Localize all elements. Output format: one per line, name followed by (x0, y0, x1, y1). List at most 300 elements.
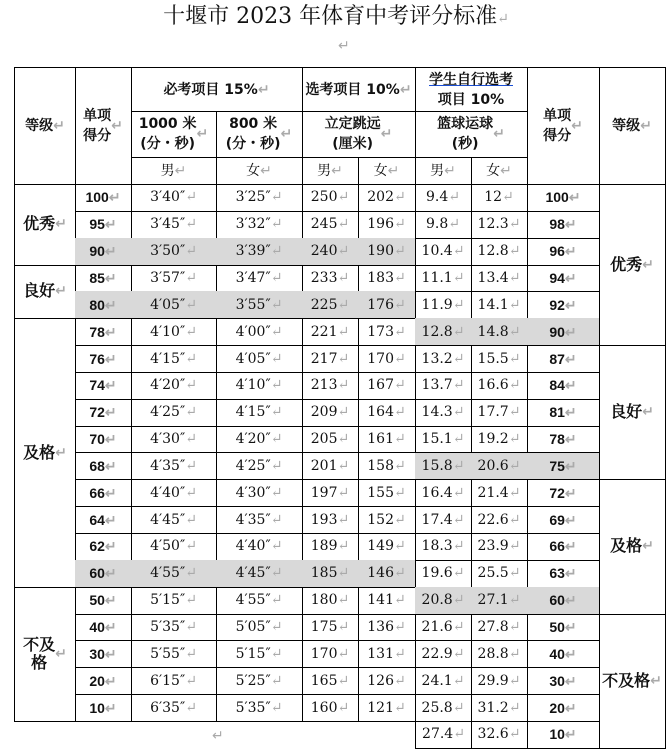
score-cell-text: 85 (89, 269, 105, 286)
jump-male-cell (302, 453, 359, 481)
jump-male-cell-text: 240 (310, 243, 338, 260)
paragraph-mark: ↵ (108, 189, 121, 206)
paragraph-mark: ↵ (260, 162, 272, 179)
paragraph-mark: ↵ (104, 699, 117, 716)
score-cell-right-text: 75 (549, 457, 565, 474)
paragraph-mark: ↵ (337, 592, 350, 609)
basketball-male-cell-text: 14.3 (421, 404, 453, 421)
score-cell-right-text: 81 (549, 404, 565, 421)
paragraph-mark: ↵ (564, 431, 577, 448)
paragraph-mark: ↵ (452, 538, 465, 555)
paragraph-mark: ↵ (185, 269, 197, 286)
grade-cell-left-text: 良好 (23, 281, 56, 301)
basketball-male-cell-text: 21.6 (421, 619, 453, 636)
header-student-choice (415, 67, 528, 112)
header-score-right-text: 单项 得分 (543, 108, 572, 144)
paragraph-mark: ↵ (394, 243, 406, 260)
score-cell-right (527, 265, 600, 293)
jump-male-cell (302, 640, 359, 668)
basketball-female-cell-text: 25.5 (477, 565, 509, 582)
score-cell-text: 74 (89, 377, 105, 394)
run1000-cell-text: 4′55″ (150, 565, 186, 582)
score-cell-right (527, 238, 600, 266)
basketball-female-cell-text: 12 (484, 189, 503, 206)
paragraph-mark: ↵ (564, 216, 577, 233)
jump-female-cell-text: 161 (367, 431, 394, 448)
basketball-male-cell (415, 399, 472, 427)
paragraph-mark: ↵ (104, 243, 117, 260)
grade-cell-right-text: 及格 (610, 536, 643, 556)
jump-male-cell-text: 250 (310, 189, 338, 206)
paragraph-mark: ↵ (564, 619, 577, 636)
paragraph-mark: ↵ (508, 484, 521, 501)
paragraph-mark: ↵ (337, 404, 350, 421)
basketball-female-cell (471, 614, 528, 642)
score-cell (75, 560, 132, 588)
score-cell (75, 453, 132, 481)
grade-cell-right-text: 不及格 (602, 670, 651, 690)
run800-cell-text: 3′39″ (235, 243, 271, 260)
paragraph-mark: ↵ (394, 189, 406, 206)
run800-cell-text: 4′45″ (235, 565, 271, 582)
basketball-male-cell (415, 614, 472, 642)
jump-male-cell (302, 211, 359, 239)
basketball-male-cell-text: 17.4 (421, 511, 453, 528)
basketball-female-cell (471, 587, 528, 615)
score-cell-text: 40 (89, 619, 105, 636)
paragraph-mark: ↵ (452, 269, 465, 286)
score-cell (75, 694, 132, 722)
basketball-male-cell-text: 16.4 (421, 484, 453, 501)
basketball-female-cell-text: 23.9 (477, 538, 509, 555)
paragraph-mark: ↵ (508, 592, 521, 609)
paragraph-mark: ↵ (564, 538, 577, 555)
paragraph-mark: ↵ (394, 699, 406, 716)
paragraph-mark: ↵ (394, 269, 406, 286)
jump-male-cell-text: 180 (310, 592, 338, 609)
jump-male-cell (302, 291, 359, 319)
header-required-text: 必考项目 15% (163, 81, 258, 98)
jump-female-cell-text: 183 (367, 269, 394, 286)
run1000-cell (131, 694, 217, 722)
paragraph-mark: ↵ (185, 323, 197, 340)
paragraph-mark: ↵ (452, 296, 465, 313)
run800-cell-text: 5′15″ (235, 645, 271, 662)
score-cell-right (527, 211, 600, 239)
score-cell-text: 78 (89, 323, 105, 340)
basketball-male-cell (415, 694, 472, 722)
paragraph-mark: ↵ (508, 216, 521, 233)
jump-male-cell (302, 667, 359, 695)
score-cell-right (527, 426, 600, 454)
paragraph-mark: ↵ (104, 431, 117, 448)
jump-male-cell (302, 694, 359, 722)
paragraph-mark: ↵ (337, 619, 350, 636)
paragraph-mark: ↵ (185, 189, 197, 206)
paragraph-mark: ↵ (452, 619, 465, 636)
paragraph-mark: ↵ (564, 511, 577, 528)
paragraph-mark: ↵ (104, 565, 117, 582)
paragraph-mark: ↵ (564, 484, 577, 501)
paragraph-mark: ↵ (453, 726, 465, 743)
jump-male-cell (302, 265, 359, 293)
paragraph-mark: ↵ (270, 350, 283, 367)
basketball-male-cell (415, 184, 472, 212)
basketball-female-cell (471, 265, 528, 293)
score-cell-text: 62 (89, 538, 105, 555)
paragraph-mark: ↵ (564, 457, 577, 474)
run1000-cell (131, 667, 217, 695)
paragraph-mark: ↵ (394, 431, 406, 448)
paragraph-mark: ↵ (387, 162, 400, 179)
paragraph-mark: ↵ (212, 728, 224, 744)
paragraph-mark: ↵ (642, 538, 654, 555)
paragraph-mark: ↵ (452, 484, 465, 501)
paragraph-mark: ↵ (508, 538, 521, 555)
run800-cell-text: 5′05″ (235, 619, 271, 636)
basketball-male-cell (415, 560, 472, 588)
score-cell-right (527, 399, 600, 427)
paragraph-mark: ↵ (337, 296, 350, 313)
header-score-left (75, 67, 132, 185)
basketball-male-cell (415, 506, 472, 534)
jump-female-cell-text: 155 (367, 484, 394, 501)
jump-female-cell (358, 399, 416, 427)
basketball-female-cell-text: 31.2 (477, 699, 509, 716)
grade-cell-left-text: 及格 (23, 442, 56, 462)
paragraph-mark: ↵ (394, 565, 406, 582)
jump-male-cell-text: 165 (310, 672, 338, 689)
paragraph-mark: ↵ (185, 592, 197, 609)
paragraph-mark: ↵ (104, 377, 117, 394)
grade-cell-right (599, 345, 666, 480)
paragraph-mark: ↵ (104, 592, 117, 609)
paragraph-mark: ↵ (270, 323, 283, 340)
basketball-male-cell-text: 13.7 (421, 377, 453, 394)
paragraph-mark: ↵ (452, 323, 465, 340)
paragraph-mark: ↵ (185, 645, 197, 662)
run800-cell (216, 640, 303, 668)
title-text: 十堰市 2023 年体育中考评分标准 (163, 4, 498, 29)
basketball-female-cell-text: 19.2 (477, 431, 509, 448)
paragraph-mark: ↵ (568, 189, 581, 206)
score-cell-right-text: 63 (549, 565, 565, 582)
header-basketball (415, 111, 528, 158)
basketball-male-cell-text: 10.4 (421, 243, 453, 260)
paragraph-mark: ↵ (650, 672, 662, 689)
basketball-female-cell (471, 184, 528, 212)
paragraph-mark: ↵ (270, 484, 283, 501)
run1000-cell (131, 345, 217, 373)
jump-female-cell (358, 587, 416, 615)
run800-cell-text: 4′35″ (235, 511, 271, 528)
score-cell-right-text: 78 (549, 431, 565, 448)
paragraph-mark: ↵ (508, 269, 521, 286)
run800-cell-text: 4′40″ (235, 538, 271, 555)
jump-female-cell-text: 196 (367, 216, 394, 233)
paragraph-mark: ↵ (331, 162, 343, 179)
run800-cell-text: 4′25″ (235, 457, 271, 474)
basketball-female-cell-text: 22.6 (477, 511, 509, 528)
paragraph-mark: ↵ (337, 699, 350, 716)
score-cell-right-text: 87 (549, 350, 565, 367)
run800-cell (216, 238, 303, 266)
paragraph-mark: ↵ (508, 672, 521, 689)
paragraph-mark: ↵ (185, 699, 197, 716)
paragraph-mark: ↵ (185, 538, 197, 555)
run1000-cell (131, 372, 217, 400)
header-student-choice-line1: 学生自行选考 (429, 71, 513, 88)
score-cell-text: 70 (89, 431, 105, 448)
jump-male-cell (302, 399, 359, 427)
score-cell-text: 10 (89, 699, 105, 716)
paragraph-mark: ↵ (508, 377, 521, 394)
run800-cell (216, 372, 303, 400)
header-female (471, 157, 528, 185)
run800-cell-text: 3′32″ (235, 216, 271, 233)
run800-cell-text: 4′00″ (235, 323, 271, 340)
paragraph-mark: ↵ (280, 126, 293, 142)
score-cell (75, 372, 132, 400)
run1000-cell (131, 238, 217, 266)
score-cell (75, 640, 132, 668)
jump-male-cell (302, 479, 359, 507)
paragraph-mark: ↵ (111, 118, 123, 134)
paragraph-mark: ↵ (185, 672, 197, 689)
paragraph-mark: ↵ (104, 538, 117, 555)
basketball-female-cell-text: 12.8 (477, 243, 509, 260)
paragraph-mark: ↵ (55, 444, 67, 461)
paragraph-mark: ↵ (270, 377, 283, 394)
paragraph-mark: ↵ (508, 296, 521, 313)
paragraph-mark: ↵ (270, 511, 283, 528)
basketball-female-cell-text: 21.4 (477, 484, 509, 501)
jump-male-cell (302, 560, 359, 588)
paragraph-mark: ↵ (508, 619, 521, 636)
basketball-female-cell (471, 426, 528, 454)
run1000-cell-text: 6′35″ (150, 699, 186, 716)
score-cell (75, 345, 132, 373)
basketball-female-cell (471, 667, 528, 695)
score-cell-right-text: 66 (549, 538, 565, 555)
paragraph-mark: ↵ (564, 699, 577, 716)
score-cell-right (527, 694, 600, 722)
basketball-male-cell (415, 479, 472, 507)
document-title (0, 2, 672, 34)
header-elective-text: 选考项目 10% (305, 81, 400, 98)
basketball-female-cell-text: 29.9 (477, 672, 509, 689)
score-cell-right-text: 90 (549, 323, 565, 340)
jump-female-cell (358, 372, 416, 400)
basketball-male-cell (415, 345, 472, 373)
paragraph-mark: ↵ (337, 216, 350, 233)
jump-female-cell (358, 291, 416, 319)
jump-male-cell-text: 170 (310, 645, 338, 662)
grade-cell-left-text: 优秀 (23, 214, 56, 234)
paragraph-mark: ↵ (185, 296, 197, 313)
header-jump-text: 立定跳远 (厘米) (324, 116, 381, 152)
jump-male-cell-text: 193 (310, 511, 338, 528)
header-female (358, 157, 416, 185)
score-cell-text: 76 (89, 350, 105, 367)
paragraph-mark: ↵ (337, 377, 350, 394)
jump-male-cell-text: 201 (310, 457, 338, 474)
basketball-female-cell (471, 479, 528, 507)
score-cell-right-text: 20 (549, 699, 565, 716)
paragraph-mark: ↵ (104, 323, 117, 340)
basketball-male-cell (415, 372, 472, 400)
paragraph-mark: ↵ (508, 457, 521, 474)
paragraph-mark: ↵ (53, 118, 65, 134)
paragraph-mark: ↵ (185, 484, 197, 501)
jump-female-cell (358, 614, 416, 642)
jump-male-cell (302, 345, 359, 373)
paragraph-mark: ↵ (564, 565, 577, 582)
paragraph-mark: ↵ (104, 511, 117, 528)
score-cell-text: 68 (89, 457, 105, 474)
jump-male-cell-text: 175 (310, 619, 338, 636)
run800-cell-text: 4′05″ (235, 350, 271, 367)
grade-cell-left (14, 265, 76, 320)
paragraph-mark: ↵ (270, 699, 283, 716)
paragraph-mark: ↵ (564, 645, 577, 662)
paragraph-mark: ↵ (185, 216, 197, 233)
jump-male-cell (302, 533, 359, 561)
header-male (302, 157, 359, 185)
score-cell-text: 80 (89, 296, 105, 313)
score-cell (75, 238, 132, 266)
paragraph-mark: ↵ (452, 243, 465, 260)
run800-cell (216, 184, 303, 212)
jump-female-cell-text: 152 (367, 511, 394, 528)
basketball-male-cell (415, 721, 472, 749)
paragraph-mark: ↵ (394, 484, 406, 501)
basketball-male-cell (415, 318, 472, 346)
run1000-cell (131, 506, 217, 534)
paragraph-mark: ↵ (270, 404, 283, 421)
basketball-male-cell (415, 640, 472, 668)
run1000-cell (131, 184, 217, 212)
paragraph-mark: ↵ (380, 126, 393, 142)
run800-cell-text: 4′20″ (235, 431, 271, 448)
score-cell-right (527, 560, 600, 588)
header-grade-right (599, 67, 666, 185)
paragraph-mark: ↵ (508, 323, 521, 340)
score-cell (75, 265, 132, 293)
jump-male-cell-text: 160 (310, 699, 338, 716)
basketball-female-cell-text: 32.6 (477, 726, 509, 743)
score-cell (75, 211, 132, 239)
score-cell (75, 318, 132, 346)
paragraph-mark: ↵ (394, 296, 406, 313)
run1000-cell-text: 4′10″ (150, 323, 186, 340)
header-female-text: 女 (246, 162, 261, 179)
basketball-male-cell (415, 211, 472, 239)
basketball-female-cell-text: 14.8 (477, 323, 509, 340)
jump-female-cell-text: 141 (367, 592, 394, 609)
basketball-male-cell-text: 12.8 (421, 323, 453, 340)
run1000-cell-text: 3′45″ (150, 216, 186, 233)
score-cell (75, 614, 132, 642)
run1000-cell (131, 318, 217, 346)
score-cell-text: 90 (89, 243, 105, 260)
header-grade-left-text: 等级 (25, 118, 54, 134)
run800-cell (216, 265, 303, 293)
jump-female-cell-text: 149 (367, 538, 394, 555)
jump-female-cell-text: 190 (367, 243, 394, 260)
basketball-male-cell-text: 20.8 (421, 592, 453, 609)
score-cell-text: 95 (89, 216, 105, 233)
paragraph-mark: ↵ (104, 457, 117, 474)
score-cell-right (527, 667, 600, 695)
paragraph-mark: ↵ (185, 511, 197, 528)
basketball-female-cell (471, 345, 528, 373)
basketball-female-cell-text: 13.4 (477, 269, 509, 286)
score-cell-right-text: 100 (545, 189, 569, 206)
score-cell-right-text: 50 (549, 619, 565, 636)
score-cell-right (527, 345, 600, 373)
score-cell-right-text: 96 (549, 243, 565, 260)
jump-female-cell-text: 126 (367, 672, 394, 689)
grade-cell-left (14, 184, 76, 266)
paragraph-mark: ↵ (564, 243, 577, 260)
score-cell-right (527, 184, 600, 212)
score-cell (75, 587, 132, 615)
score-cell-text: 66 (89, 484, 105, 501)
paragraph-mark: ↵ (508, 404, 521, 421)
run1000-cell-text: 4′30″ (150, 431, 186, 448)
paragraph-mark: ↵ (104, 269, 117, 286)
header-male-text: 男 (160, 162, 175, 179)
paragraph-mark: ↵ (337, 484, 350, 501)
run1000-cell-text: 4′40″ (150, 484, 186, 501)
score-cell-right (527, 587, 600, 615)
paragraph-mark: ↵ (185, 243, 197, 260)
jump-female-cell (358, 479, 416, 507)
run1000-cell (131, 211, 217, 239)
run1000-cell-text: 4′05″ (150, 296, 186, 313)
paragraph-mark: ↵ (270, 619, 283, 636)
header-student-choice-line2: 项目 10% (437, 91, 505, 108)
score-cell-right-text: 84 (549, 377, 565, 394)
basketball-female-cell-text: 28.8 (477, 645, 509, 662)
jump-female-cell (358, 694, 416, 722)
basketball-male-cell-text: 25.8 (421, 699, 453, 716)
paragraph-mark: ↵ (452, 404, 465, 421)
grade-cell-right (599, 614, 666, 749)
paragraph-mark: ↵ (452, 377, 465, 394)
grade-cell-left (14, 318, 76, 588)
jump-male-cell-text: 189 (310, 538, 338, 555)
run1000-cell (131, 640, 217, 668)
run1000-cell-text: 4′35″ (150, 457, 186, 474)
jump-male-cell (302, 587, 359, 615)
run800-cell (216, 345, 303, 373)
run1000-cell (131, 453, 217, 481)
basketball-male-cell-text: 9.4 (426, 189, 449, 206)
score-cell-right (527, 614, 600, 642)
score-cell-text: 72 (89, 404, 105, 421)
paragraph-mark: ↵ (337, 243, 350, 260)
header-score-right (527, 67, 600, 185)
paragraph-mark: ↵ (270, 296, 283, 313)
basketball-female-cell (471, 453, 528, 481)
paragraph-mark: ↵ (452, 431, 465, 448)
basketball-female-cell-text: 17.7 (477, 404, 509, 421)
paragraph-mark: ↵ (185, 431, 197, 448)
paragraph-mark: ↵ (270, 672, 283, 689)
jump-female-cell-text: 131 (367, 645, 394, 662)
